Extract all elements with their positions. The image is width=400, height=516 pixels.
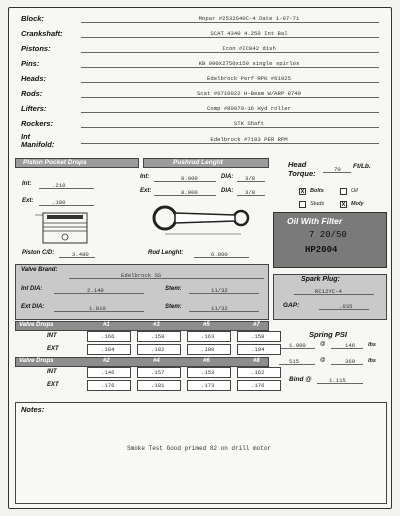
- int-stem-label: Stem:: [165, 286, 182, 292]
- cylinder-column-header: #3: [153, 322, 160, 328]
- pushrod-ext-label: Ext:: [140, 188, 152, 194]
- piston-ext-value: .180: [52, 199, 66, 206]
- gap-label: GAP:: [283, 302, 300, 309]
- valve-drop-row-label: INT: [47, 369, 57, 375]
- valve-drop-value: .162: [251, 369, 265, 376]
- bind-label: Bind @: [289, 376, 312, 383]
- valve-drop-value: .157: [151, 369, 165, 376]
- piston-int-value: .210: [52, 182, 66, 189]
- notes-label: Notes:: [21, 405, 45, 414]
- piston-cd-value: 3.480: [72, 251, 89, 258]
- bolts-checkbox[interactable]: x: [300, 188, 305, 195]
- pushrod-ext-dia-value: 3/8: [245, 189, 256, 196]
- cylinder-column-header: #4: [153, 358, 160, 364]
- spring-r1-a: 1.900: [289, 342, 306, 349]
- row-label: Block:: [21, 14, 44, 23]
- valve-drop-value: .158: [151, 333, 165, 340]
- ext-stem-label: Stem:: [165, 304, 182, 310]
- cylinder-column-header: #7: [253, 322, 260, 328]
- spark-plug-value: RC12YC-4: [315, 288, 342, 295]
- piston-ext-label: Ext:: [22, 198, 34, 204]
- oil-filter-part: HP2004: [305, 245, 338, 255]
- valve-drop-row-label: INT: [47, 333, 57, 339]
- ext-dia-label: Ext DIA:: [21, 304, 45, 310]
- valve-drop-value: .158: [251, 333, 265, 340]
- valve-drop-value: .194: [251, 346, 265, 353]
- pushrod-int-value: 8.900: [181, 175, 198, 182]
- valve-drop-value: .182: [151, 346, 165, 353]
- connecting-rod-icon: [151, 200, 261, 240]
- valve-drop-value: .184: [101, 346, 115, 353]
- oil-label: Oil: [351, 188, 358, 194]
- rod-length-value: 6.800: [211, 251, 228, 258]
- row-label: Int Manifold:: [21, 132, 55, 149]
- valve-drop-value: .176: [251, 382, 265, 389]
- ext-dia-value: 1.810: [89, 305, 106, 312]
- row-label: Crankshaft:: [21, 29, 63, 38]
- row-value[interactable]: Edelbrock Perf RPK #61925: [207, 75, 291, 82]
- bind-value: 1.115: [329, 377, 346, 384]
- row-value[interactable]: Edelbrock #7183 PER RPM: [210, 136, 288, 143]
- spring-r1-at: @: [320, 341, 326, 347]
- row-value[interactable]: SCAT 4340 4.250 Int Bal: [210, 30, 288, 37]
- row-value[interactable]: Icon #IC842 dish: [222, 45, 276, 52]
- valve-drop-value: .163: [201, 333, 215, 340]
- valve-drop-value: .146: [101, 369, 115, 376]
- row-value[interactable]: STK Shaft: [233, 120, 265, 127]
- head-torque-unit: Ft/Lb.: [353, 163, 371, 170]
- engine-build-sheet: [8, 7, 392, 509]
- piston-cd-label: Piston C/D:: [22, 250, 55, 256]
- row-label: Lifters:: [21, 104, 47, 113]
- moly-label: Moly: [351, 201, 364, 207]
- head-torque-value: 70: [334, 166, 341, 173]
- notes-text[interactable]: Smoke Test Good primed 82 on drill motor: [127, 445, 272, 452]
- row-value[interactable]: KB 990x2750x150 single spirlox: [198, 60, 300, 67]
- studs-label: Studs: [310, 201, 325, 207]
- pushrod-title: Pushrod Lenght: [173, 159, 223, 166]
- row-label: Pistons:: [21, 44, 51, 53]
- row-value[interactable]: Mopar #2532640C-4 Date 1-07-71: [198, 15, 300, 22]
- valve-drop-value: .180: [201, 346, 215, 353]
- valve-drop-value: .153: [201, 369, 215, 376]
- valve-drop-row-label: EXT: [47, 346, 59, 352]
- valve-drops-even-title: Valve Drops: [19, 358, 54, 364]
- oil-checkbox[interactable]: [340, 188, 347, 195]
- spring-r2-b: 360: [345, 358, 356, 365]
- cylinder-column-header: #1: [103, 322, 110, 328]
- ext-stem-value: 11/32: [211, 305, 228, 312]
- int-dia-value: 2.140: [87, 287, 104, 294]
- spring-r1-unit: lbs: [368, 342, 376, 348]
- valve-drop-value: .181: [151, 382, 165, 389]
- cylinder-column-header: #2: [103, 358, 110, 364]
- pushrod-int-label: Int:: [140, 174, 150, 180]
- head-torque-label: Head Torque:: [288, 160, 316, 178]
- piston-int-label: Int:: [22, 181, 32, 187]
- piston-diagram-icon: [33, 209, 103, 247]
- int-dia-label: Int DIA:: [21, 286, 43, 292]
- spring-r2-at: @: [320, 357, 326, 363]
- valve-drop-value: .173: [201, 382, 215, 389]
- bolts-label: Bolts: [310, 188, 324, 194]
- pushrod-int-dia-value: 3/8: [245, 175, 256, 182]
- pushrod-ext-dia-label: DIA:: [221, 188, 234, 194]
- cylinder-column-header: #5: [203, 322, 210, 328]
- int-stem-value: 11/32: [211, 287, 228, 294]
- gap-value: .035: [339, 303, 353, 310]
- notes-box: [15, 402, 387, 504]
- oil-filter-title: Oil With Filter: [287, 216, 343, 226]
- spring-r2-a: 515: [289, 358, 300, 365]
- spring-psi-title: Spring PSI: [309, 330, 347, 339]
- spark-plug-title: Spark Plug:: [301, 276, 340, 283]
- row-label: Rods:: [21, 89, 43, 98]
- valve-drop-row-label: EXT: [47, 382, 59, 388]
- row-value[interactable]: Scat #6710022 H-Beam W/ARP 8740: [196, 90, 302, 97]
- valve-brand-value: Edelbrock SS: [121, 272, 162, 279]
- row-value[interactable]: Comp #89970-16 Hyd roller: [207, 105, 291, 112]
- rod-length-label: Rod Lenght:: [148, 250, 184, 256]
- pushrod-ext-value: 8.900: [181, 189, 198, 196]
- row-label: Heads:: [21, 74, 47, 83]
- cylinder-column-header: #6: [203, 358, 210, 364]
- cylinder-column-header: #8: [253, 358, 260, 364]
- spring-r1-b: 146: [345, 342, 356, 349]
- piston-pocket-title: Piston Pocket Drops: [23, 159, 87, 166]
- oil-filter-value: 7 20/50: [309, 230, 347, 240]
- valve-drops-odd-title: Valve Drops: [19, 322, 54, 328]
- row-label: Pins:: [21, 59, 40, 68]
- row-label: Rockers:: [21, 119, 54, 128]
- pushrod-int-dia-label: DIA:: [221, 174, 234, 180]
- valve-drop-value: .166: [101, 333, 115, 340]
- studs-checkbox[interactable]: [299, 201, 306, 208]
- spring-r2-unit: lbs: [368, 358, 376, 364]
- moly-checkbox[interactable]: x: [341, 201, 346, 208]
- valve-brand-label: Valve Brand:: [21, 267, 58, 273]
- valve-drop-value: .176: [101, 382, 115, 389]
